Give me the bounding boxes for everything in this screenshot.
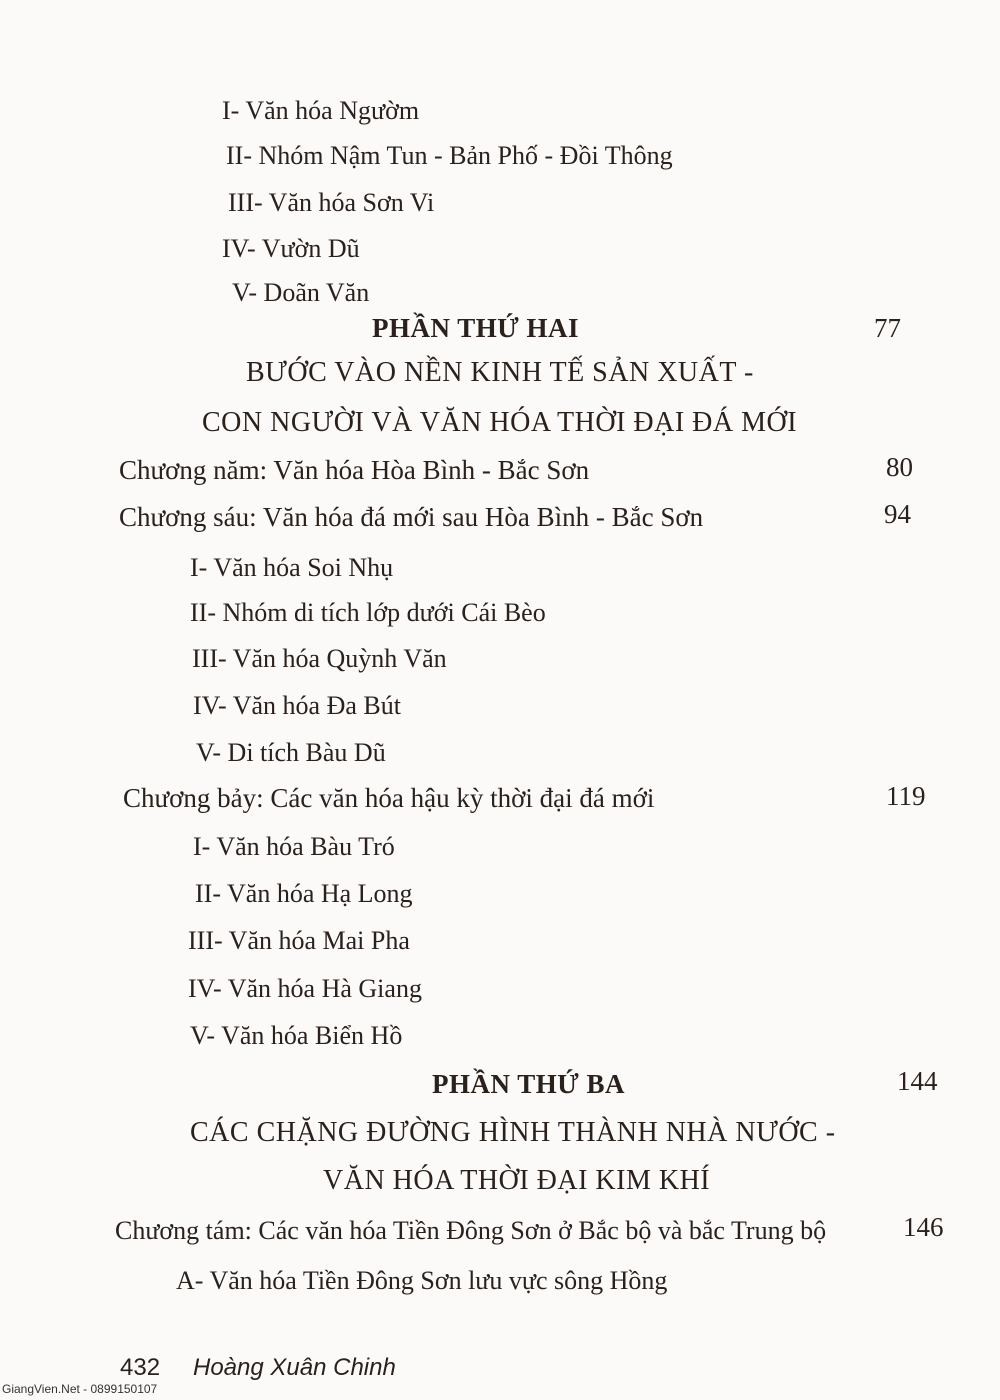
- chapter-entry: Chương tám: Các văn hóa Tiền Đông Sơn ở Bắc bộ và bắc Trung bộ: [115, 1216, 827, 1245]
- part-heading: CÁC CHẶNG ĐƯỜNG HÌNH THÀNH NHÀ NƯỚC -: [190, 1117, 836, 1148]
- watermark: GiangVien.Net - 0899150107: [2, 1382, 158, 1396]
- toc-entry: IV- Vườn Dũ: [222, 234, 360, 263]
- footer-author: Hoàng Xuân Chinh: [193, 1354, 396, 1381]
- chapter-entry: Chương sáu: Văn hóa đá mới sau Hòa Bình - Bắc Sơn: [119, 502, 704, 532]
- page-number: 94: [884, 499, 911, 529]
- part-title: PHẦN THỨ HAI: [372, 313, 580, 343]
- toc-entry: IV- Văn hóa Hà Giang: [188, 974, 422, 1003]
- toc-entry: V- Văn hóa Biển Hồ: [190, 1021, 403, 1050]
- page-number: 80: [886, 452, 913, 482]
- section-entry: A- Văn hóa Tiền Đông Sơn lưu vực sông Hồng: [176, 1266, 668, 1295]
- toc-entry: II- Nhóm di tích lớp dưới Cái Bèo: [190, 598, 546, 627]
- toc-entry: IV- Văn hóa Đa Bút: [193, 691, 401, 720]
- part-heading: CON NGƯỜI VÀ VĂN HÓA THỜI ĐẠI ĐÁ MỚI: [202, 407, 798, 438]
- toc-entry: V- Doãn Văn: [232, 278, 370, 307]
- toc-entry: II- Văn hóa Hạ Long: [195, 879, 413, 908]
- chapter-entry: Chương bảy: Các văn hóa hậu kỳ thời đại đá mới: [123, 783, 655, 813]
- toc-entry: III- Văn hóa Mai Pha: [188, 926, 410, 955]
- page-number: 146: [903, 1212, 944, 1242]
- toc-entry: I- Văn hóa Soi Nhụ: [190, 553, 394, 582]
- chapter-entry: Chương năm: Văn hóa Hòa Bình - Bắc Sơn: [119, 455, 590, 485]
- page-number: 119: [886, 781, 926, 811]
- footer-page-number: 432: [120, 1354, 161, 1381]
- page-number: 77: [874, 313, 901, 343]
- toc-entry: II- Nhóm Nậm Tun - Bản Phố - Đồi Thông: [226, 141, 673, 170]
- toc-entry: III- Văn hóa Sơn Vi: [228, 188, 435, 217]
- page-number: 144: [897, 1066, 938, 1096]
- toc-entry: V- Di tích Bàu Dũ: [196, 738, 386, 767]
- toc-entry: III- Văn hóa Quỳnh Văn: [192, 644, 447, 673]
- part-heading: VĂN HÓA THỜI ĐẠI KIM KHÍ: [323, 1165, 711, 1196]
- toc-entry: I- Văn hóa Bàu Tró: [193, 832, 395, 861]
- part-title: PHẦN THỨ BA: [432, 1069, 626, 1099]
- part-heading: BƯỚC VÀO NỀN KINH TẾ SẢN XUẤT -: [246, 357, 754, 388]
- toc-entry: I- Văn hóa Ngườm: [222, 96, 420, 125]
